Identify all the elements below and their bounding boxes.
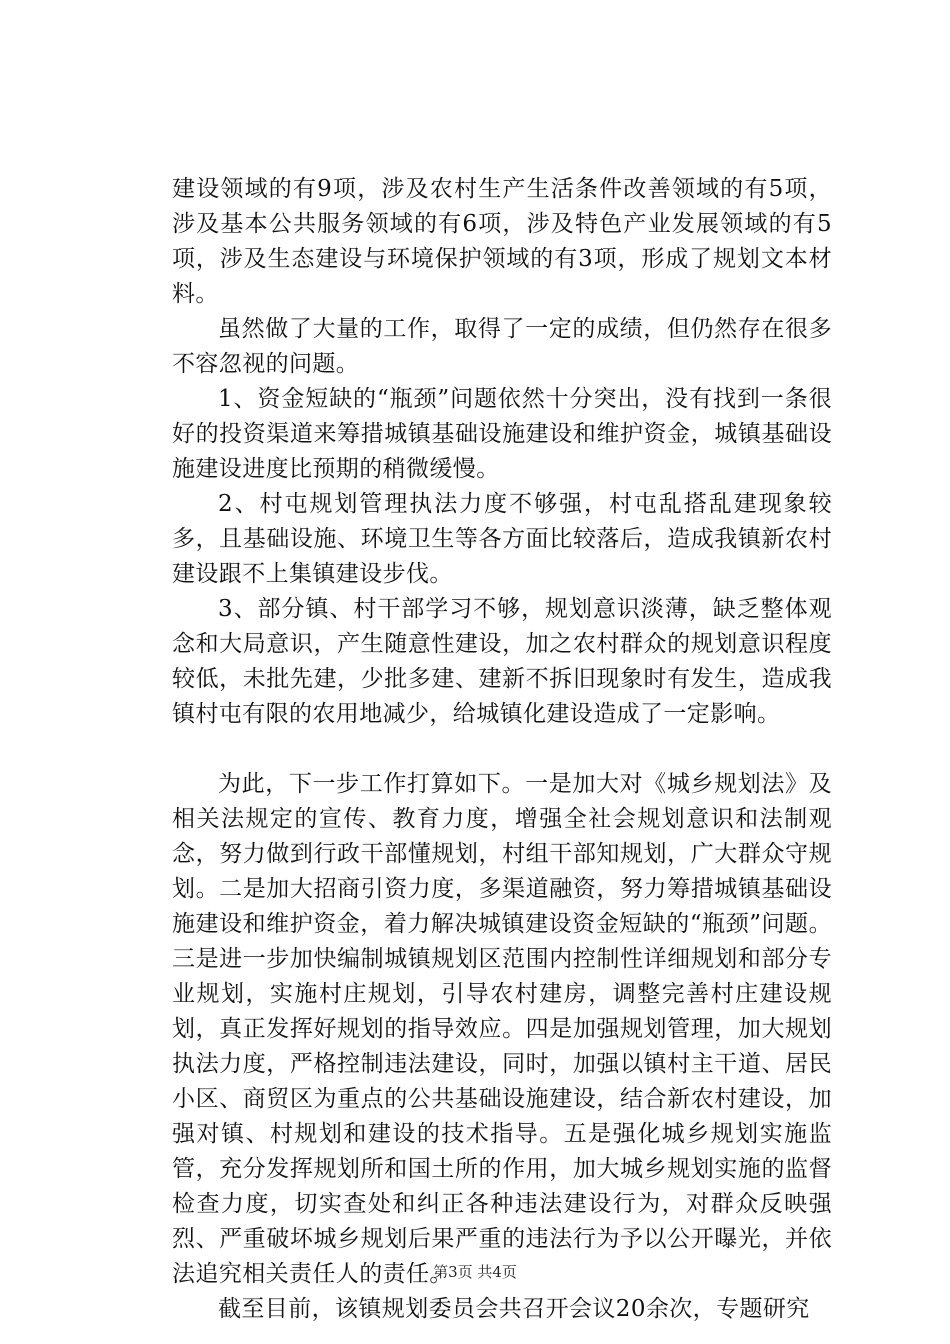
paragraph-issue-1: 1、资金短缺的“瓶颈”问题依然十分突出，没有找到一条很好的投资渠道来筹措城镇基础设施建设和维护资金，城镇基础设施建设进度比预期的稍微缓慢。	[172, 386, 832, 482]
paragraph-issue-2: 2、村屯规划管理执法力度不够强，村屯乱搭乱建现象较多，且基础设施、环境卫生等各方面比较落后，造成我镇新农村建设跟不上集镇建设步伐。	[172, 491, 832, 587]
paragraph-continued: 建设领域的有9项，涉及农村生产生活条件改善领域的有5项，涉及基本公共服务领域的有6项，涉及特色产业发展领域的有5项，涉及生态建设与环境保护领域的有3项，形成了规划文本材料。	[172, 176, 832, 307]
paragraph-summary: 虽然做了大量的工作，取得了一定的成绩，但仍然存在很多不容忽视的问题。	[172, 316, 832, 377]
paragraph-issue-3: 3、部分镇、村干部学习不够，规划意识淡薄，缺乏整体观念和大局意识，产生随意性建设，加之农村群众的规划意识程度较低，未批先建，少批多建、建新不拆旧现象时有发生，造成我镇村屯有限的农用地减少，给城镇化建设造成了一定影响。	[172, 596, 832, 727]
paragraph-next-steps: 为此，下一步工作打算如下。一是加大对《城乡规划法》及相关法规定的宣传、教育力度，增强全社会规划意识和法制观念，努力做到行政干部懂规划，村组干部知规划，广大群众守规划。二是加大招商引资力度，多渠道融资，努力筹措城镇基础设施建设和维护资金，着力解决城镇建设资金短缺的“瓶颈”问题。三是进一步加快编制城镇规划区范围内控制性详细规划和部分专业规划，实施村庄规划，引导农村建房，调整完善村庄建设规划，真正发挥好规划的指导效应。四是加强规划管理，加大规划执法力度，严格控制违法建设，同时，加强以镇村主干道、居民小区、商贸区为重点的公共基础设施建设，结合新农村建设，加强对镇、村规划和建设的技术指导。五是强化城乡规划实施监管，充分发挥规划所和国土所的作用，加大城乡规划实施的监督检查力度，切实查处和纠正各种违法建设行为，对群众反映强烈、严重破坏城乡规划后果严重的违法行为予以公开曝光，并依法追究相关责任人的责任。	[172, 771, 832, 1287]
document-body	[172, 172, 832, 1327]
page-footer: 第3页 共4页	[433, 1263, 517, 1281]
paragraph-progress: 截至目前，该镇规划委员会共召开会议20余次，专题研究	[218, 1296, 810, 1322]
